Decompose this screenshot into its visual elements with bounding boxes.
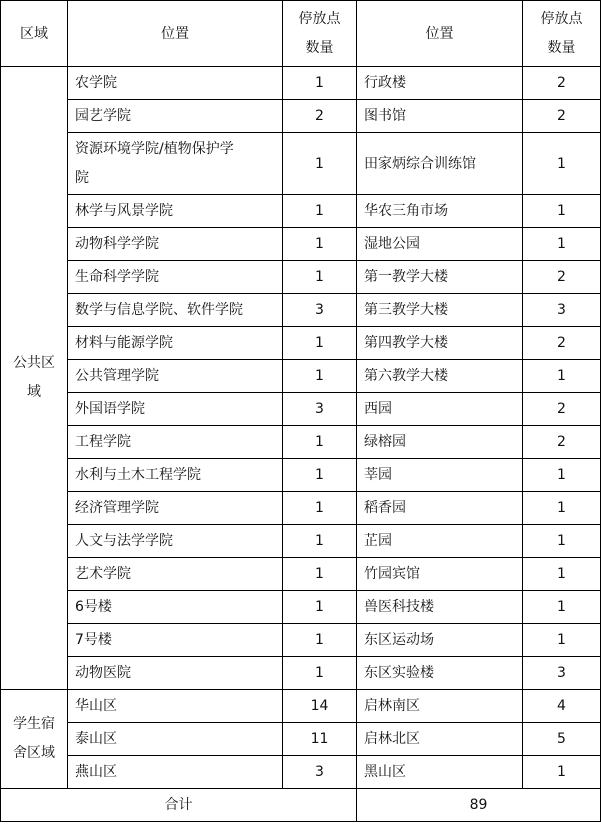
location-cell: 华农三角市场 <box>357 195 523 228</box>
count-cell: 1 <box>283 558 357 591</box>
location-cell: 公共管理学院 <box>68 360 283 393</box>
count-cell: 2 <box>523 393 601 426</box>
header-count-line2: 数量 <box>305 39 334 56</box>
location-cell: 行政楼 <box>357 67 523 100</box>
location-cell: 莘园 <box>357 459 523 492</box>
header-count-line1: 停放点 <box>540 10 583 27</box>
table-row <box>1 195 601 228</box>
count-cell: 1 <box>523 756 601 789</box>
location-cell: 黑山区 <box>357 756 523 789</box>
count-cell: 1 <box>523 525 601 558</box>
location-cell: 生命科学学院 <box>68 261 283 294</box>
location-cell: 7号楼 <box>68 624 283 657</box>
header-area: 区域 <box>1 1 68 67</box>
table-row <box>1 228 601 261</box>
table-row <box>1 657 601 690</box>
location-cell: 湿地公园 <box>357 228 523 261</box>
table-row <box>1 426 601 459</box>
table-row <box>1 67 601 100</box>
header-location-right: 位置 <box>357 1 523 67</box>
location-cell: 芷园 <box>357 525 523 558</box>
table-row <box>1 591 601 624</box>
location-cell: 图书馆 <box>357 100 523 133</box>
count-cell: 1 <box>523 558 601 591</box>
count-cell: 1 <box>283 133 357 195</box>
location-cell: 稻香园 <box>357 492 523 525</box>
location-cell: 东区运动场 <box>357 624 523 657</box>
table-row <box>1 261 601 294</box>
total-value: 89 <box>357 789 601 822</box>
location-cell: 兽医科技楼 <box>357 591 523 624</box>
area-label-public: 公共区 域 <box>1 67 68 690</box>
table-row <box>1 558 601 591</box>
count-cell: 1 <box>283 261 357 294</box>
location-cell: 第六教学大楼 <box>357 360 523 393</box>
count-cell: 1 <box>523 591 601 624</box>
count-cell: 1 <box>283 591 357 624</box>
location-cell: 启林南区 <box>357 690 523 723</box>
location-cell: 园艺学院 <box>68 100 283 133</box>
location-cell: 林学与风景学院 <box>68 195 283 228</box>
count-cell: 3 <box>283 294 357 327</box>
location-cell: 水利与土木工程学院 <box>68 459 283 492</box>
location-cell: 启林北区 <box>357 723 523 756</box>
location-cell: 艺术学院 <box>68 558 283 591</box>
count-cell: 1 <box>283 624 357 657</box>
header-count-line2: 数量 <box>547 39 576 56</box>
location-cell: 农学院 <box>68 67 283 100</box>
header-count-left <box>283 1 357 67</box>
location-cell: 西园 <box>357 393 523 426</box>
count-cell: 1 <box>283 195 357 228</box>
count-cell: 1 <box>283 492 357 525</box>
count-cell: 1 <box>283 525 357 558</box>
count-cell: 2 <box>523 100 601 133</box>
table-row <box>1 756 601 789</box>
count-cell: 1 <box>523 133 601 195</box>
area-label-dorm: 学生宿 舍区域 <box>1 690 68 789</box>
location-cell: 东区实验楼 <box>357 657 523 690</box>
count-cell: 3 <box>523 294 601 327</box>
count-cell: 3 <box>523 657 601 690</box>
count-cell: 1 <box>523 492 601 525</box>
location-cell: 6号楼 <box>68 591 283 624</box>
count-cell: 1 <box>523 360 601 393</box>
location-cell: 资源环境学院/植物保护学 院 <box>68 133 283 195</box>
location-cell: 人文与法学学院 <box>68 525 283 558</box>
table-row <box>1 525 601 558</box>
count-cell: 1 <box>283 360 357 393</box>
count-cell: 1 <box>523 459 601 492</box>
count-cell: 1 <box>523 228 601 261</box>
table-row <box>1 459 601 492</box>
table-row <box>1 492 601 525</box>
count-cell: 2 <box>523 261 601 294</box>
count-cell: 14 <box>283 690 357 723</box>
count-cell: 11 <box>283 723 357 756</box>
count-cell: 3 <box>283 393 357 426</box>
table-row <box>1 133 601 195</box>
table-row <box>1 723 601 756</box>
count-cell: 1 <box>283 67 357 100</box>
location-cell: 泰山区 <box>68 723 283 756</box>
count-cell: 1 <box>283 657 357 690</box>
location-cell: 燕山区 <box>68 756 283 789</box>
header-count-right <box>523 1 601 67</box>
count-cell: 5 <box>523 723 601 756</box>
location-cell: 竹园宾馆 <box>357 558 523 591</box>
count-cell: 2 <box>523 67 601 100</box>
count-cell: 2 <box>523 327 601 360</box>
total-row <box>1 789 601 822</box>
table-row <box>1 100 601 133</box>
location-cell: 绿榕园 <box>357 426 523 459</box>
total-label: 合计 <box>1 789 357 822</box>
count-cell: 3 <box>283 756 357 789</box>
table-row <box>1 327 601 360</box>
location-cell: 华山区 <box>68 690 283 723</box>
location-cell: 动物科学学院 <box>68 228 283 261</box>
table-row <box>1 624 601 657</box>
location-cell: 第三教学大楼 <box>357 294 523 327</box>
count-cell: 1 <box>283 327 357 360</box>
location-cell: 工程学院 <box>68 426 283 459</box>
count-cell: 2 <box>283 100 357 133</box>
location-cell: 材料与能源学院 <box>68 327 283 360</box>
location-cell: 外国语学院 <box>68 393 283 426</box>
count-cell: 1 <box>523 624 601 657</box>
location-cell: 动物医院 <box>68 657 283 690</box>
count-cell: 4 <box>523 690 601 723</box>
header-location-left: 位置 <box>68 1 283 67</box>
count-cell: 2 <box>523 426 601 459</box>
count-cell: 1 <box>283 228 357 261</box>
location-cell: 经济管理学院 <box>68 492 283 525</box>
table-row <box>1 294 601 327</box>
count-cell: 1 <box>283 426 357 459</box>
table-row <box>1 690 601 723</box>
location-cell: 田家炳综合训练馆 <box>357 133 523 195</box>
location-cell: 数学与信息学院、软件学院 <box>68 294 283 327</box>
header-row <box>1 1 601 67</box>
count-cell: 1 <box>283 459 357 492</box>
location-cell: 第一教学大楼 <box>357 261 523 294</box>
header-count-line1: 停放点 <box>298 10 341 27</box>
location-cell: 第四教学大楼 <box>357 327 523 360</box>
table-row <box>1 393 601 426</box>
count-cell: 1 <box>523 195 601 228</box>
table-row <box>1 360 601 393</box>
